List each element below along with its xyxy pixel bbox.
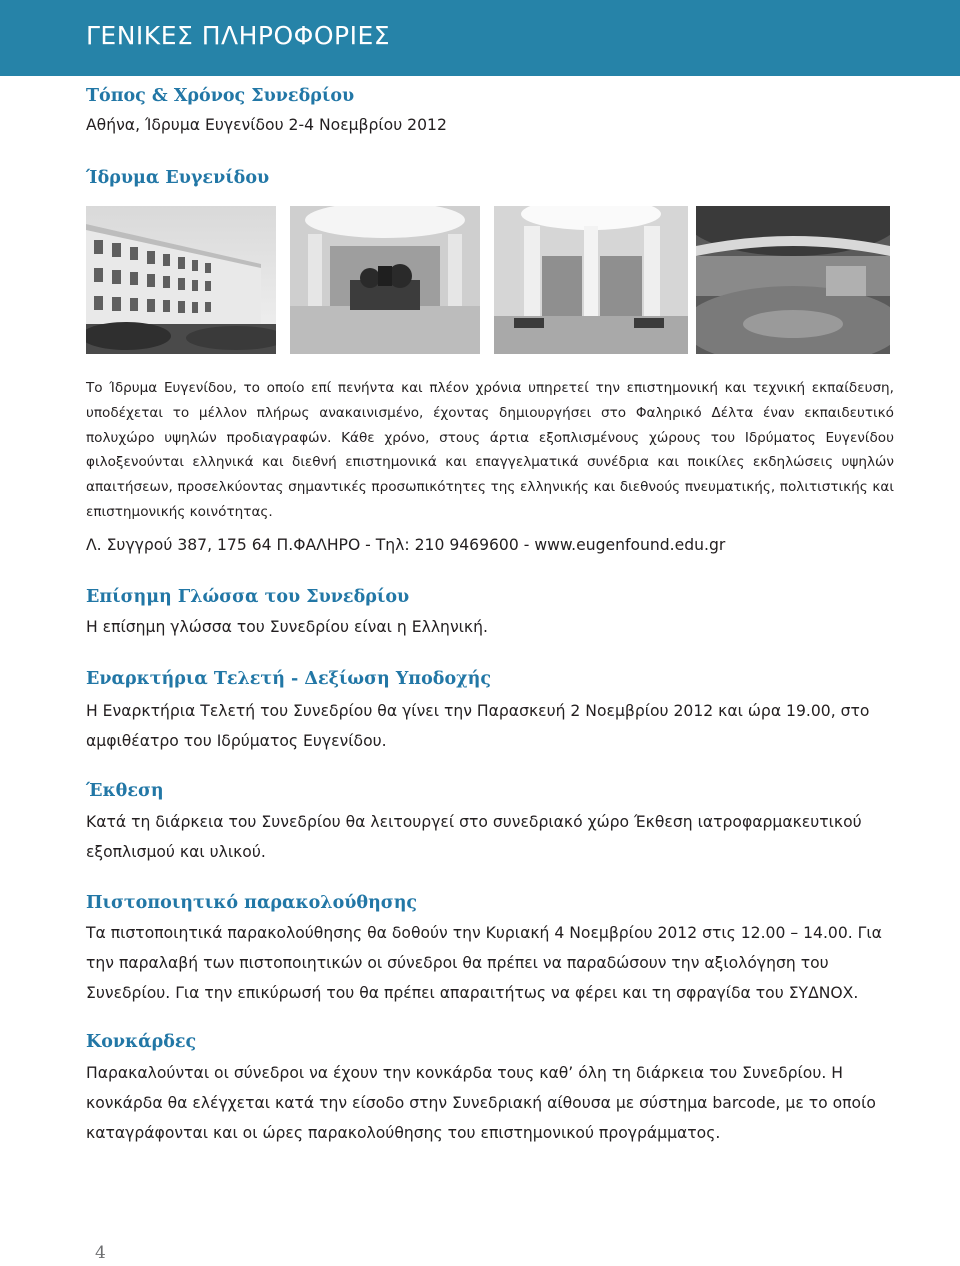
domed-foyer-photo — [696, 206, 890, 354]
certificate-heading: Πιστοποιητικό παρακολούθησης — [86, 893, 418, 913]
foundation-address: Λ. Συγγρού 387, 175 64 Π.ΦΑΛΗΡΟ - Τηλ: 210 9469600 - www.eugenfound.edu.gr — [86, 536, 726, 554]
foundation-paragraph: Το Ίδρυμα Ευγενίδου, το οποίο επί πενήντα και πλέον χρόνια υπηρετεί την επιστημονική και τεχνική εκπαίδευση, υποδέχεται το μέλλον πλήρως ανακαινισμένο, έχοντας δημιουργήσει στο Φαληρικό Δέλτα έναν εκπαιδευτικό πολυχώρο υψηλών προδιαγραφών. Κάθε χρόνο, στους άρτια εξοπλισμένους χώρους του Ιδρύματος Ευγενίδου φιλοξενούνται ελληνικά και διεθνή επιστημονικά και επαγγελματικά συνέδρια και ποικίλες εκδηλώσεις υψηλών απαιτήσεων, προσελκύοντας σημαντικές προσωπικότητες της ελληνικής και διεθνούς πνευματικής, πολιτιστικής και επιστημονικής κοινότητας. — [86, 380, 894, 520]
exhibition-heading: Έκθεση — [86, 781, 164, 801]
venue-text: Αθήνα, Ίδρυμα Ευγενίδου 2-4 Νοεμβρίου 2012 — [86, 116, 447, 134]
certificate-text: Τα πιστοποιητικά παρακολούθησης θα δοθούν την Κυριακή 4 Νοεμβρίου 2012 στις 12.00 – 14.00. Για την παραλαβή των πιστοποιητικών οι σύνεδροι θα πρέπει να παραδώσουν την αξιολόγηση του Συνεδρίου. Για την επικύρωσή του θα πρέπει απαραιτήτως να φέρει και τη σφραγίδα του ΣΥΔΝΟΧ. — [86, 924, 882, 1002]
rotunda-photo — [290, 206, 480, 354]
badges-text: Παρακαλούνται οι σύνεδροι να έχουν την κονκάρδα τους καθ’ όλη τη διάρκεια του Συνεδρίου. Η κονκάρδα θα ελέγχεται κατά την είσοδο στην Συνεδριακή αίθουσα με σύστημα barcode, με το οποίο καταγράφονται και οι ώρες παρακολούθησης του επιστημονικού προγράμματος. — [86, 1064, 876, 1142]
building-exterior-photo — [86, 206, 276, 354]
page-number: 4 — [95, 1243, 106, 1263]
venue-heading: Τόπος & Χρόνος Συνεδρίου — [86, 86, 355, 106]
opening-heading: Εναρκτήρια Τελετή - Δεξίωση Υποδοχής — [86, 669, 492, 689]
hall-photo — [494, 206, 688, 354]
foundation-heading: Ίδρυμα Ευγενίδου — [86, 168, 270, 188]
badges-heading: Κονκάρδες — [86, 1032, 197, 1052]
page-title: ΓΕΝΙΚΕΣ ΠΛΗΡΟΦΟΡΙΕΣ — [86, 21, 391, 50]
language-heading: Επίσημη Γλώσσα του Συνεδρίου — [86, 587, 410, 607]
exhibition-text: Κατά τη διάρκεια του Συνεδρίου θα λειτουργεί στο συνεδριακό χώρο Έκθεση ιατροφαρμακευτικού εξοπλισμού και υλικού. — [86, 813, 862, 861]
header-bar — [0, 0, 960, 76]
opening-text: Η Εναρκτήρια Τελετή του Συνεδρίου θα γίνει την Παρασκευή 2 Νοεμβρίου 2012 και ώρα 19.00, στο αμφιθέατρο του Ιδρύματος Ευγενίδου. — [86, 702, 870, 750]
language-text: Η επίσημη γλώσσα του Συνεδρίου είναι η Ελληνική. — [86, 618, 488, 636]
